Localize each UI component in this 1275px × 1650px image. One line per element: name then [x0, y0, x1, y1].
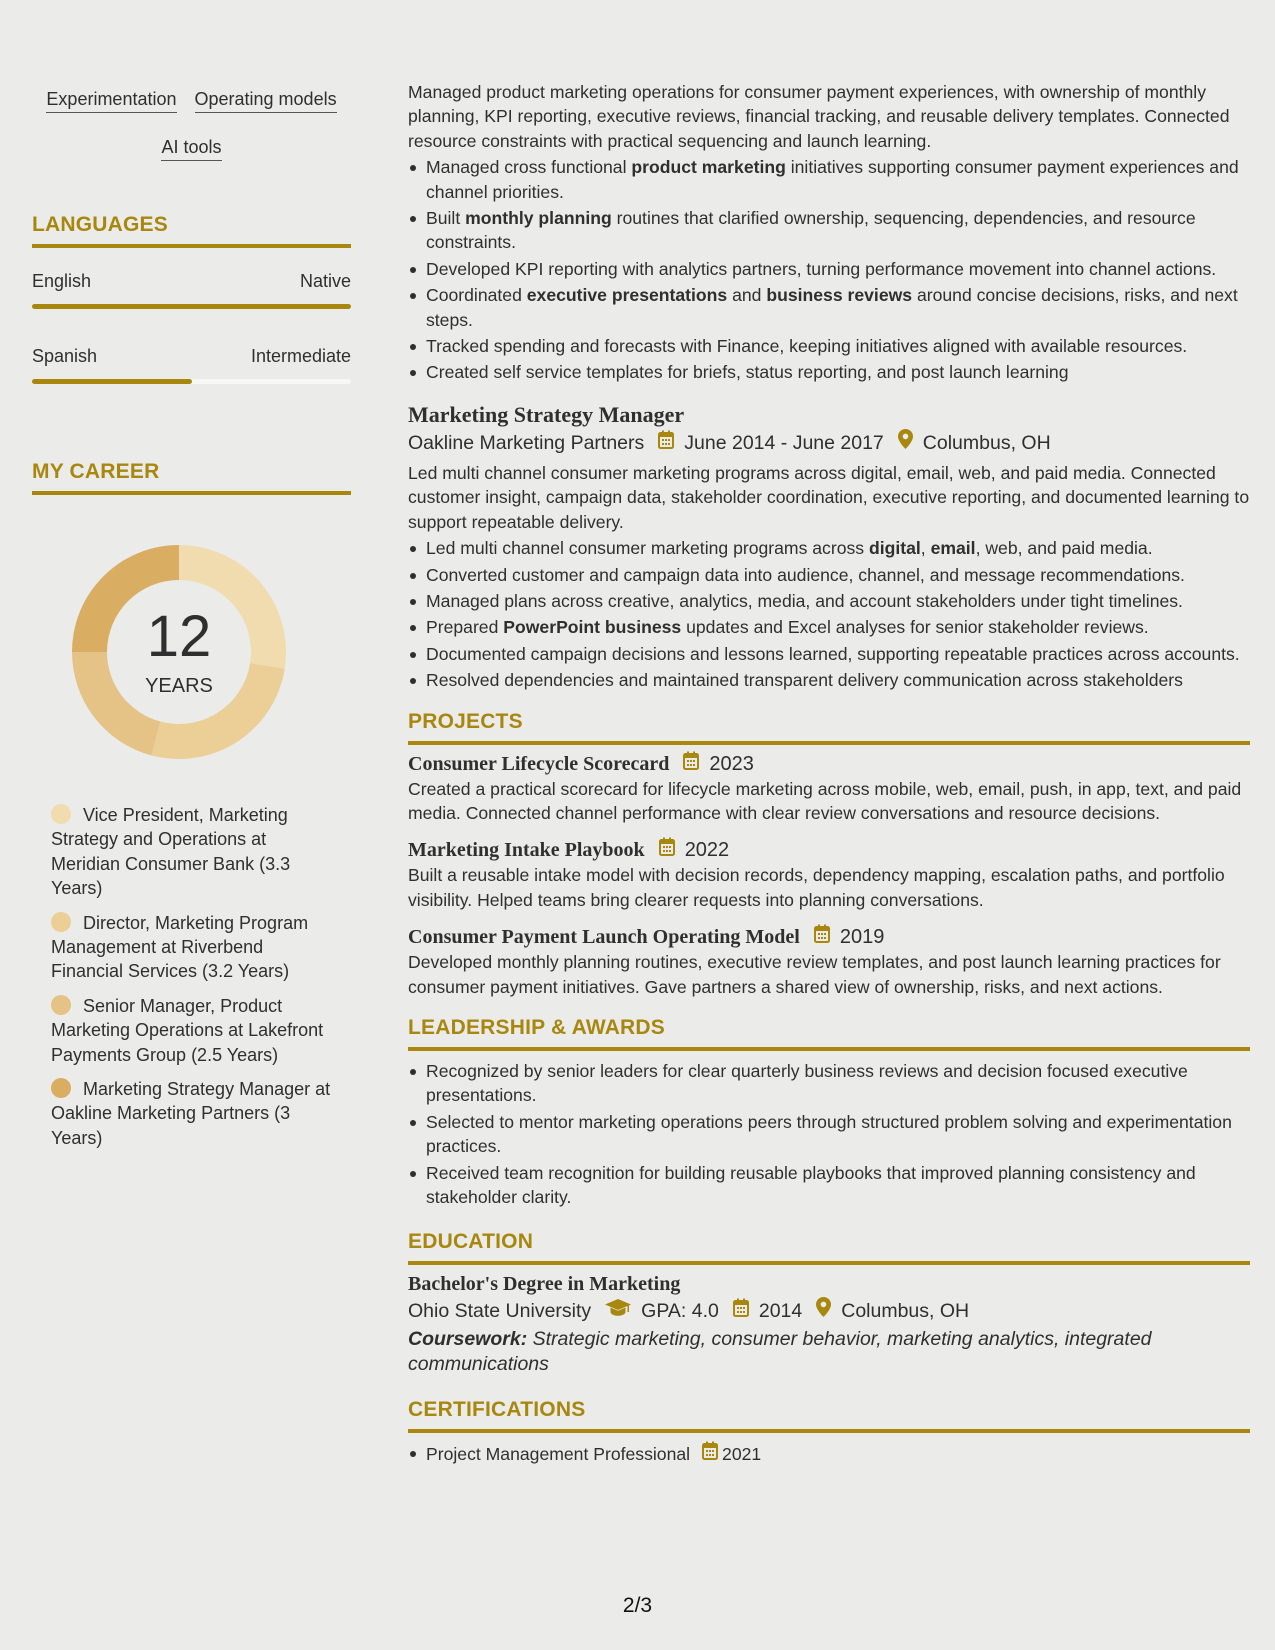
- calendar-icon: [814, 924, 830, 950]
- career-legend-label: Marketing Strategy Manager at Oakline Marketing Partners (3 Years): [51, 1079, 331, 1148]
- language-level: Native: [299, 271, 351, 291]
- languages-section: [32, 212, 351, 384]
- job-bullet: Developed KPI reporting with analytics partners, turning performance movement into channel actions.: [408, 257, 1250, 281]
- certification-name: Project Management Professional: [426, 1443, 691, 1464]
- project-desc: Developed monthly planning routines, executive review templates, and post launch learning practices for consumer payment initiatives. Gave partners a shared view of ownership, risks, and next actions.: [408, 952, 1221, 997]
- project-year: 2023: [709, 752, 754, 775]
- calendar-icon: [702, 1441, 718, 1466]
- project-item: [408, 837, 1250, 912]
- project-desc: Built a reusable intake model with decision records, dependency mapping, escalation paths, and portfolio visibility. Helped teams bring clearer requests into planning conversations.: [408, 865, 1225, 910]
- job-bullet: Managed cross functional product marketing initiatives supporting consumer payment experiences and channel priorities.: [408, 155, 1250, 204]
- career-donut-chart: [64, 537, 294, 767]
- career-title: MY CAREER: [32, 460, 160, 483]
- job-bullets: [408, 536, 1250, 692]
- education-gpa: GPA: 4.0: [641, 1300, 719, 1323]
- project-item: [408, 751, 1250, 826]
- legend-dot: [51, 1078, 71, 1098]
- job-bullet: Tracked spending and forecasts with Finance, keeping initiatives aligned with available resources.: [408, 334, 1250, 358]
- language-bar: [32, 304, 351, 309]
- leadership-item: Recognized by senior leaders for clear quarterly business reviews and decision focused executive presentations.: [408, 1059, 1250, 1108]
- career-legend-label: Vice President, Marketing Strategy and Operations at Meridian Consumer Bank (3.3 Years): [51, 805, 291, 899]
- career-section: [32, 459, 351, 1150]
- leadership-item: Received team recognition for building reusable playbooks that improved planning consistency and stakeholder clarity.: [408, 1161, 1250, 1210]
- legend-dot: [51, 804, 71, 824]
- location-pin-icon: [898, 429, 913, 457]
- job-bullet: Converted customer and campaign data into audience, channel, and message recommendations.: [408, 563, 1250, 587]
- job-bullet: Prepared PowerPoint business updates and Excel analyses for senior stakeholder reviews.: [408, 615, 1250, 639]
- calendar-icon: [658, 429, 674, 457]
- legend-dot: [51, 912, 71, 932]
- project-name: Marketing Intake Playbook: [408, 839, 645, 862]
- skill-tag: AI tools: [161, 132, 221, 161]
- job-bullets: [408, 155, 1250, 385]
- language-bar-fill: [32, 379, 192, 384]
- job-title: Marketing Strategy Manager: [408, 401, 685, 427]
- calendar-icon: [659, 837, 675, 863]
- job-summary: Led multi channel consumer marketing programs across digital, email, web, and paid media. Connected customer insight, campaign data, stakeholder coordination, executive reporting, and documented learning to support repeatable delivery.: [408, 462, 1250, 532]
- skill-tag: Operating models: [195, 84, 337, 113]
- job-bullet: Coordinated executive presentations and business reviews around concise decisions, risks, and next steps.: [408, 283, 1250, 332]
- left-column: [32, 84, 351, 1160]
- career-legend-item: [51, 1077, 331, 1150]
- graduation-cap-icon: [605, 1297, 631, 1325]
- education-title: EDUCATION: [408, 1230, 534, 1254]
- career-legend-item: [51, 911, 331, 984]
- language-level: Intermediate: [250, 346, 351, 366]
- language-item: [32, 270, 351, 309]
- language-name: English: [32, 271, 92, 291]
- language-item: [32, 345, 351, 384]
- certifications-list: [408, 1441, 1250, 1466]
- projects-title: PROJECTS: [408, 709, 523, 733]
- section-rule: [32, 244, 351, 248]
- section-rule: [32, 491, 351, 495]
- certification-item: [408, 1441, 1250, 1466]
- education-section: [408, 1229, 1250, 1377]
- project-name: Consumer Lifecycle Scorecard: [408, 752, 670, 775]
- job-company: Oakline Marketing Partners: [408, 431, 645, 454]
- career-legend-label: Director, Marketing Program Management at Riverbend Financial Services (3.2 Years): [51, 912, 309, 982]
- career-legend-item: [51, 803, 331, 901]
- language-bar: [32, 379, 351, 384]
- project-desc: Created a practical scorecard for lifecycle marketing across mobile, web, email, push, in app, text, and paid media. Connected channel performance with clear review conversations and resource decisions.: [408, 778, 1242, 823]
- language-name: Spanish: [32, 346, 98, 366]
- education-degree: Bachelor's Degree in Marketing: [408, 1273, 681, 1296]
- job-bullet: Led multi channel consumer marketing programs across digital, email, web, and paid media.: [408, 536, 1250, 560]
- page-number: 2/3: [622, 1594, 653, 1617]
- education-meta: [408, 1297, 1250, 1325]
- section-rule: [408, 741, 1250, 745]
- legend-dot: [51, 995, 71, 1015]
- certifications-title: CERTIFICATIONS: [408, 1398, 586, 1422]
- section-rule: [408, 1047, 1250, 1051]
- job-dates: June 2014 - June 2017: [684, 431, 884, 454]
- project-name: Consumer Payment Launch Operating Model: [408, 926, 800, 949]
- job-summary: Managed product marketing operations for consumer payment experiences, with ownership of monthly planning, KPI reporting, executive reviews, financial tracking, and reusable delivery templates. Connected resource constraints with practical sequencing and launch learning.: [408, 82, 1230, 151]
- project-year: 2022: [684, 839, 730, 862]
- calendar-icon: [683, 751, 699, 777]
- career-years-unit: YEARS: [145, 675, 213, 697]
- section-rule: [408, 1261, 1250, 1265]
- skills-list: [32, 84, 351, 178]
- certifications-section: [408, 1397, 1250, 1466]
- job-bullet: Documented campaign decisions and lessons learned, supporting repeatable practices across accounts.: [408, 642, 1250, 666]
- career-total-years: 12: [146, 604, 212, 669]
- project-item: [408, 924, 1250, 999]
- right-column: [408, 80, 1250, 1467]
- career-legend-label: Senior Manager, Product Marketing Operations at Lakefront Payments Group (2.5 Years): [51, 995, 324, 1065]
- projects-section: [408, 709, 1250, 999]
- education-coursework: Coursework: Strategic marketing, consumer behavior, marketing analytics, integrated communications: [408, 1328, 1152, 1376]
- education-year: 2014: [758, 1300, 803, 1323]
- job-bullet: Created self service templates for briefs, status reporting, and post launch learning: [408, 360, 1250, 384]
- skill-tag: Experimentation: [46, 84, 176, 113]
- certification-year: 2021: [722, 1443, 762, 1464]
- education-location: Columbus, OH: [841, 1300, 970, 1323]
- job-bullet: Managed plans across creative, analytics, media, and account stakeholders under tight timelines.: [408, 589, 1250, 613]
- project-year: 2019: [839, 926, 885, 949]
- career-legend: [51, 803, 331, 1150]
- education-school: Ohio State University: [408, 1300, 592, 1323]
- leadership-list: [408, 1059, 1250, 1209]
- leadership-item: Selected to mentor marketing operations peers through structured problem solving and experimentation practices.: [408, 1110, 1250, 1159]
- job-meta: [408, 429, 1250, 457]
- job-bullet: Resolved dependencies and maintained transparent delivery communication across stakeholders: [408, 668, 1250, 692]
- language-bar-fill: [32, 304, 351, 309]
- leadership-section: [408, 1015, 1250, 1209]
- job-bullet: Built monthly planning routines that clarified ownership, sequencing, dependencies, and resource constraints.: [408, 206, 1250, 255]
- calendar-icon: [733, 1297, 749, 1325]
- leadership-title: LEADERSHIP & AWARDS: [408, 1015, 665, 1039]
- languages-title: LANGUAGES: [32, 213, 168, 236]
- section-rule: [408, 1429, 1250, 1433]
- job-location: Columbus, OH: [922, 431, 1051, 454]
- location-pin-icon: [816, 1297, 831, 1325]
- career-legend-item: [51, 994, 331, 1067]
